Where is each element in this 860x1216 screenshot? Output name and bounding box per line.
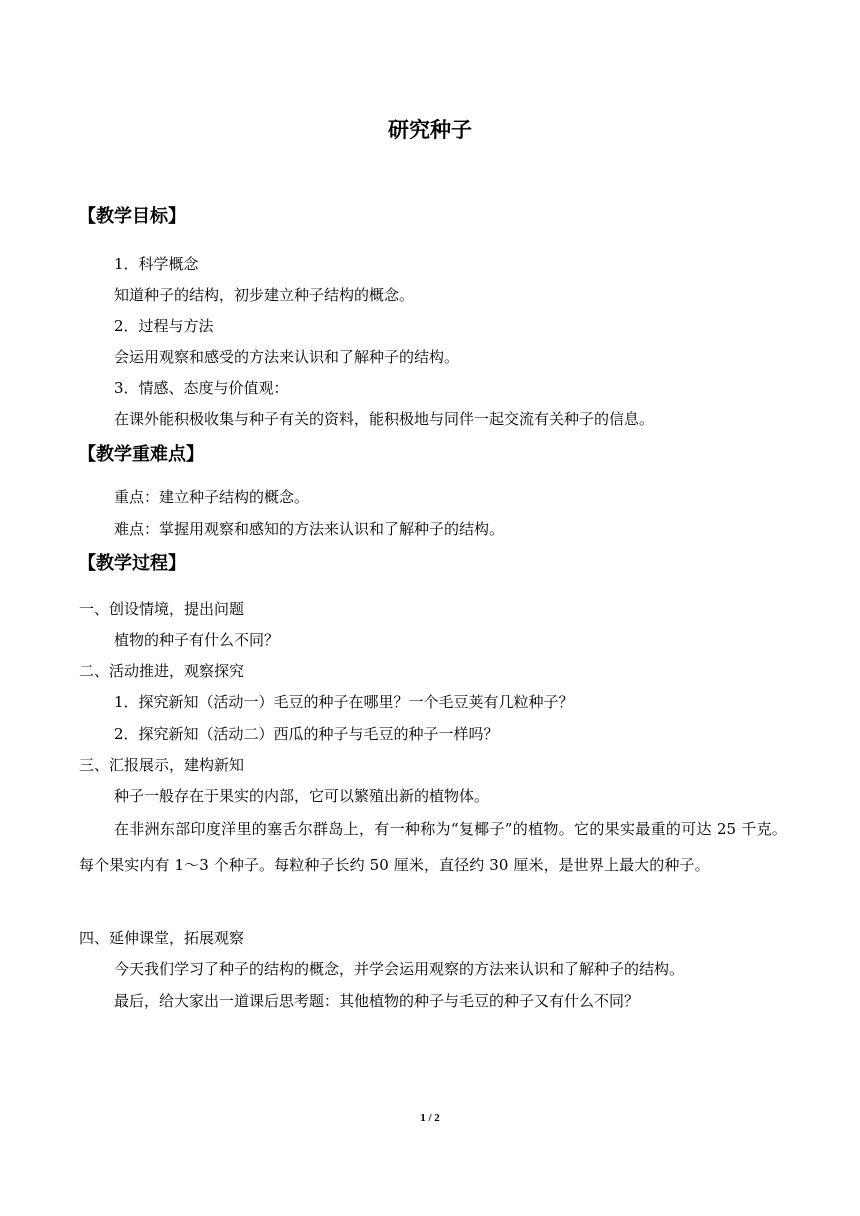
step-4-text-1: 今天我们学习了种子的结构的概念，并学会运用观察的方法来认识和了解种子的结构。 (114, 960, 685, 978)
step-2-item-1: 1．探究新知（活动一）毛豆的种子在哪里？一个毛豆荚有几粒种子？ (114, 693, 574, 711)
goal-2-label: 2．过程与方法 (114, 317, 214, 335)
difficulty-text: 难点：掌握用观察和感知的方法来认识和了解种子的结构。 (114, 520, 505, 538)
step-4-text-2: 最后，给大家出一道课后思考题：其他植物的种子与毛豆的种子又有什么不同？ (114, 992, 640, 1010)
goal-3-label: 3．情感、态度与价值观： (114, 379, 289, 397)
step-3-text-2: 在非洲东部印度洋里的塞舌尔群岛上，有一种称为“复椰子”的植物。它的果实最重的可达 25 千克。每个果实内有 1～3 个种子。每粒种子长约 50 厘米，直径约 30 厘米，是世界上最大的种子。 (79, 820, 787, 874)
step-1-text: 植物的种子有什么不同？ (114, 631, 280, 649)
goal-3-text: 在课外能积极收集与种子有关的资料，能积极地与同伴一起交流有关种子的信息。 (114, 410, 655, 428)
step-1-title: 一、创设情境，提出问题 (79, 600, 245, 618)
section-heading-process: 【教学过程】 (78, 553, 186, 574)
goal-1-text: 知道种子的结构，初步建立种子结构的概念。 (114, 286, 415, 304)
goal-1-label: 1．科学概念 (114, 255, 199, 273)
section-heading-goals: 【教学目标】 (78, 206, 186, 227)
step-2-title: 二、活动推进，观察探究 (79, 662, 245, 680)
key-point-text: 重点：建立种子结构的概念。 (114, 488, 310, 506)
page-number: 1 / 2 (420, 1112, 440, 1124)
section-heading-key-points: 【教学重难点】 (78, 444, 204, 465)
goal-2-text: 会运用观察和感受的方法来认识和了解种子的结构。 (114, 348, 460, 366)
step-3-text-1: 种子一般存在于果实的内部，它可以繁殖出新的植物体。 (114, 787, 490, 805)
page-title: 研究种子 (388, 118, 472, 142)
step-3-title: 三、汇报展示，建构新知 (79, 756, 245, 774)
step-2-item-2: 2．探究新知（活动二）西瓜的种子与毛豆的种子一样吗？ (114, 725, 499, 743)
step-4-title: 四、延伸课堂，拓展观察 (79, 929, 245, 947)
